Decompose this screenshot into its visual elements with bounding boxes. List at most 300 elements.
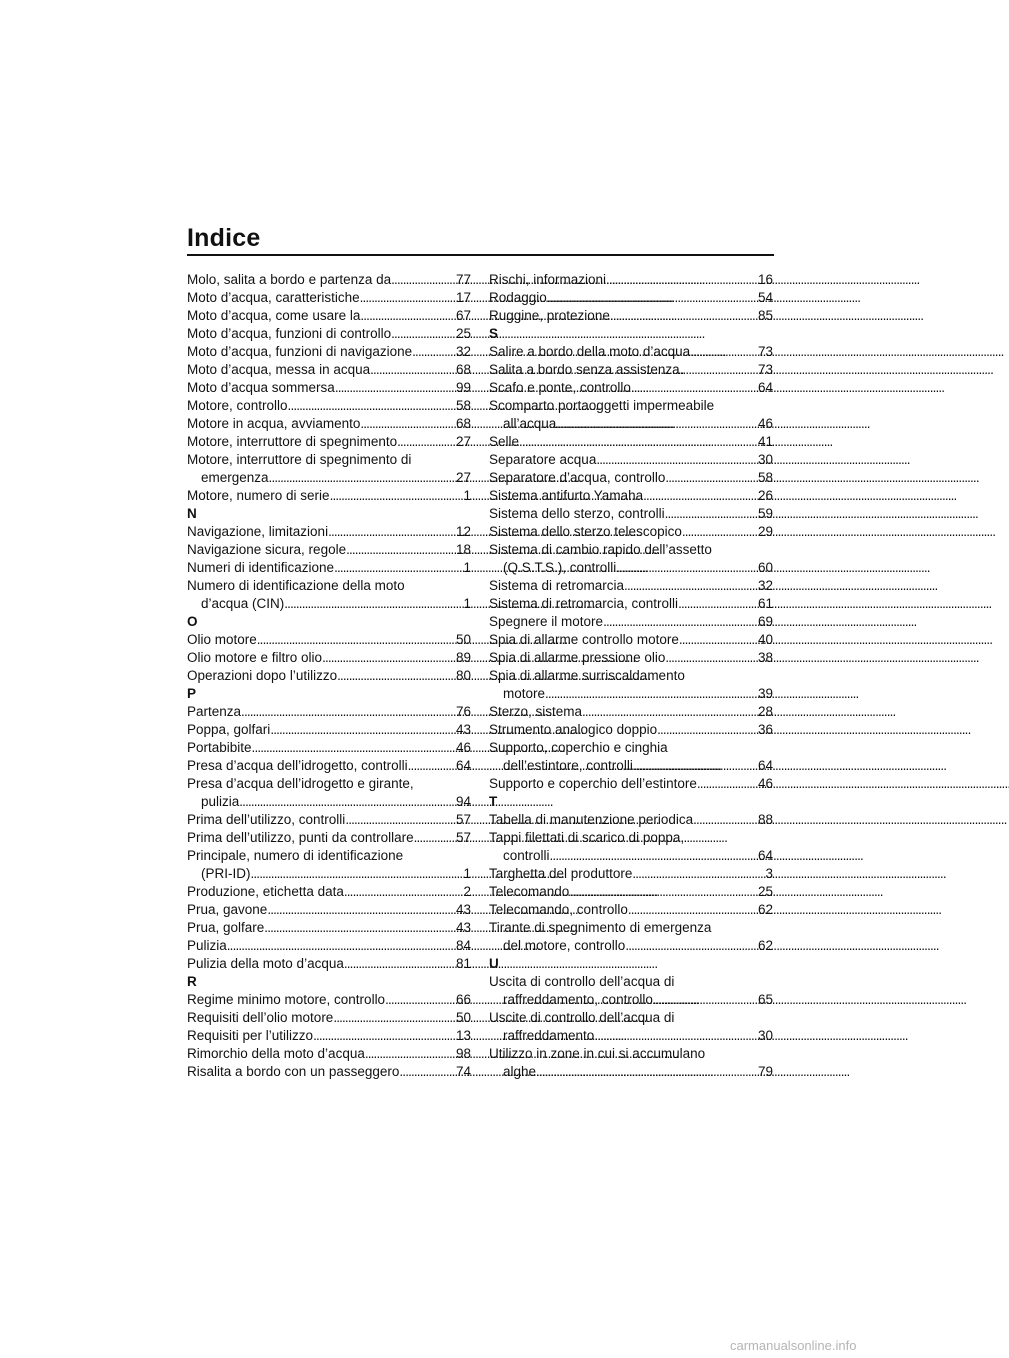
index-entry-page-number: 61 — [757, 596, 773, 611]
index-entry-text: Separatore d’acqua, controllo — [489, 470, 666, 485]
index-entry — [489, 811, 773, 829]
index-entry — [187, 883, 471, 901]
index-entry — [187, 703, 471, 721]
index-entry — [489, 865, 773, 883]
index-entry-leader-dots — [239, 793, 455, 811]
index-entry-text: Ruggine, protezione — [489, 308, 610, 323]
index-entry-text: Presa d’acqua dell’idrogetto e girante, — [187, 776, 414, 791]
index-entry-page-number: 25 — [455, 326, 471, 341]
index-entry-leader-dots — [594, 1027, 757, 1045]
index-entry-page-number: 59 — [757, 506, 773, 521]
index-entry-leader-dots — [391, 271, 455, 289]
index-entry — [489, 505, 773, 523]
index-entry-text: Salita a bordo senza assistenza — [489, 362, 680, 377]
index-entry-page-number: 85 — [757, 308, 773, 323]
index-entry-text: Requisiti per l’utilizzo — [187, 1028, 314, 1043]
index-entry-text: Scafo e ponte, controllo — [489, 380, 631, 395]
index-entry-leader-dots — [665, 505, 757, 523]
index-entry-page-number: 1 — [463, 488, 471, 503]
index-entry — [489, 541, 773, 559]
index-entry-page-number: 79 — [757, 1064, 773, 1079]
index-entry-text: Sistema di retromarcia, controlli — [489, 596, 679, 611]
page-title: Indice — [187, 224, 261, 252]
index-entry-text: Produzione, etichetta data — [187, 884, 344, 899]
index-entry — [187, 1063, 471, 1081]
index-section-letter: N — [187, 506, 197, 521]
index-entry-leader-dots — [269, 469, 455, 487]
index-entry-text: Sistema antifurto Yamaha — [489, 488, 644, 503]
index-entry-leader-dots — [365, 1045, 455, 1063]
index-entry-page-number: 65 — [757, 992, 773, 1007]
index-entry-leader-dots — [270, 721, 455, 739]
index-entry-page-number: 50 — [455, 1010, 471, 1025]
index-entry-leader-dots — [657, 721, 757, 739]
index-entry-page-number: 58 — [455, 398, 471, 413]
index-entry-text: Partenza — [187, 704, 242, 719]
index-entry-leader-dots — [360, 307, 455, 325]
index-entry-page-number: 62 — [757, 902, 773, 917]
index-entry-page-number: 27 — [455, 470, 471, 485]
index-entry — [187, 541, 471, 559]
index-entry-text: Separatore acqua — [489, 452, 597, 467]
index-entry-page-number: 98 — [455, 1046, 471, 1061]
index-entry-leader-dots — [344, 883, 463, 901]
index-entry-page-number: 57 — [455, 812, 471, 827]
index-entry-page-number: 50 — [455, 632, 471, 647]
index-entry-page-number: 29 — [757, 524, 773, 539]
index-entry-text: Prua, gavone — [187, 902, 268, 917]
index-entry — [187, 865, 471, 883]
index-entry-leader-dots — [596, 451, 757, 469]
index-entry-text: Rodaggio — [489, 290, 547, 305]
index-entry-text: Olio motore e filtro olio — [187, 650, 323, 665]
index-entry-page-number: 46 — [757, 416, 773, 431]
index-entry-leader-dots — [257, 631, 455, 649]
index-entry-leader-dots — [550, 847, 757, 865]
index-entry-page-number: 73 — [757, 344, 773, 359]
index-entry-page-number: 32 — [757, 578, 773, 593]
index-entry — [187, 811, 471, 829]
index-entry-leader-dots — [330, 487, 463, 505]
index-entry-text: Tabella di manutenzione periodica — [489, 812, 694, 827]
index-entry — [489, 523, 773, 541]
index-entry-page-number: 2 — [463, 884, 471, 899]
index-entry-text: Scomparto portaoggetti impermeabile — [489, 398, 715, 413]
index-entry — [187, 919, 471, 937]
index-entry-leader-dots — [536, 1063, 757, 1081]
index-entry-text: Uscita di controllo dell’acqua di — [489, 974, 675, 989]
index-entry-leader-dots — [603, 613, 757, 631]
index-entry-leader-dots — [643, 487, 757, 505]
index-entry-text: emergenza — [201, 470, 269, 485]
index-entry — [489, 649, 773, 667]
index-entry — [187, 829, 471, 847]
index-entry-leader-dots — [556, 415, 757, 433]
index-entry-page-number: 39 — [757, 686, 773, 701]
index-entry-page-number: 60 — [757, 560, 773, 575]
index-entry-leader-dots — [690, 343, 757, 361]
index-entry-leader-dots — [334, 559, 462, 577]
index-entry-text: (Q.S.T.S.), controlli — [503, 560, 617, 575]
index-entry-text: Motore, numero di serie — [187, 488, 330, 503]
index-entry — [489, 289, 773, 307]
index-entry-page-number: 80 — [455, 668, 471, 683]
index-entry-page-number: 64 — [757, 848, 773, 863]
index-entry — [187, 523, 471, 541]
index-entry-leader-dots — [412, 343, 455, 361]
index-entry-page-number: 40 — [757, 632, 773, 647]
index-entry — [187, 793, 471, 811]
index-entry-leader-dots — [288, 397, 455, 415]
index-entry-page-number: 43 — [455, 920, 471, 935]
index-entry — [489, 685, 773, 703]
index-entry-text: Supporto e coperchio dell’estintore — [489, 776, 697, 791]
index-entry — [187, 937, 471, 955]
index-entry — [489, 631, 773, 649]
index-entry-text: motore — [503, 686, 546, 701]
index-entry-leader-dots — [360, 415, 455, 433]
index-entry-text: Navigazione, limitazioni — [187, 524, 329, 539]
index-entry-leader-dots — [616, 559, 757, 577]
index-entry — [489, 703, 773, 721]
index-entry-text: dell’estintore, controlli — [503, 758, 633, 773]
footer-watermark: carmanualsonline.info — [730, 1338, 857, 1353]
index-entry-page-number: 69 — [757, 614, 773, 629]
index-entry-text: Regime minimo motore, controllo — [187, 992, 386, 1007]
index-entry-page-number: 81 — [455, 956, 471, 971]
index-entry — [187, 415, 471, 433]
index-entry-leader-dots — [241, 703, 455, 721]
index-entry — [489, 361, 773, 379]
index-entry-text: Motore in acqua, avviamento — [187, 416, 361, 431]
index-entry-leader-dots — [693, 811, 757, 829]
index-entry — [187, 1009, 471, 1027]
index-entry-text: Targhetta del produttore — [489, 866, 633, 881]
index-entry-leader-dots — [628, 901, 757, 919]
index-entry — [489, 577, 773, 595]
index-entry — [489, 829, 773, 847]
index-entry-text: Motore, controllo — [187, 398, 288, 413]
index-entry-page-number: 43 — [455, 722, 471, 737]
index-entry-text: Numeri di identificazione — [187, 560, 335, 575]
index-entry-leader-dots — [653, 991, 757, 1009]
index-entry-text: Rischi, informazioni — [489, 272, 607, 287]
index-entry — [489, 379, 773, 397]
index-entry-page-number: 28 — [757, 704, 773, 719]
index-section-letter: U — [489, 956, 499, 971]
index-entry — [187, 289, 471, 307]
index-entry-text: Moto d’acqua, funzioni di controllo — [187, 326, 392, 341]
index-entry — [187, 901, 471, 919]
index-entry-page-number: 26 — [757, 488, 773, 503]
index-entry-text: Operazioni dopo l’utilizzo — [187, 668, 338, 683]
index-entry — [187, 325, 471, 343]
index-entry — [187, 487, 471, 505]
index-entry-page-number: 67 — [455, 308, 471, 323]
index-entry-text: controlli — [503, 848, 550, 863]
index-entry — [187, 721, 471, 739]
index-entry-page-number: 32 — [455, 344, 471, 359]
index-entry-text: Poppa, golfari — [187, 722, 271, 737]
index-entry-leader-dots — [391, 325, 455, 343]
index-section-letter: S — [489, 326, 499, 341]
index-entry-page-number: 46 — [455, 740, 471, 755]
index-entry-text: Prima dell’utilizzo, controlli — [187, 812, 346, 827]
index-entry-text: Spia di allarme controllo motore — [489, 632, 679, 647]
index-entry-page-number: 17 — [455, 290, 471, 305]
index-entry-leader-dots — [610, 307, 757, 325]
index-entry-leader-dots — [679, 631, 757, 649]
index-entry-page-number: 88 — [757, 812, 773, 827]
index-entry — [187, 559, 471, 577]
index-entry-leader-dots — [397, 433, 455, 451]
index-entry — [187, 739, 471, 757]
index-entry-text: Molo, salita a bordo e partenza da — [187, 272, 392, 287]
index-entry-leader-dots — [328, 523, 455, 541]
index-entry-text: Utilizzo in zone in cui si accumulano — [489, 1046, 706, 1061]
index-entry-page-number: 73 — [757, 362, 773, 377]
index-entry — [489, 307, 773, 325]
index-entry — [187, 847, 471, 865]
index-entry-leader-dots — [335, 379, 455, 397]
index-entry — [489, 415, 773, 433]
index-entry-page-number: 68 — [455, 362, 471, 377]
index-entry-page-number: 89 — [455, 650, 471, 665]
index-entry-leader-dots — [399, 1063, 455, 1081]
index-entry-leader-dots — [631, 379, 757, 397]
index-entry-page-number: 1 — [463, 596, 471, 611]
index-entry-page-number: 74 — [455, 1064, 471, 1079]
index-entry — [489, 1027, 773, 1045]
index-entry-text: Sistema dello sterzo telescopico — [489, 524, 682, 539]
index-entry — [489, 559, 773, 577]
index-entry-leader-dots — [633, 757, 757, 775]
index-entry — [489, 901, 773, 919]
title-divider — [187, 254, 774, 256]
index-entry-text: raffreddamento, controllo — [503, 992, 653, 1007]
index-entry-page-number: 57 — [455, 830, 471, 845]
index-entry-text: Tirante di spegnimento di emergenza — [489, 920, 712, 935]
index-entry-leader-dots — [680, 361, 757, 379]
index-entry-page-number: 12 — [455, 524, 471, 539]
index-entry-text: Risalita a bordo con un passeggero — [187, 1064, 400, 1079]
index-entry-text: Sistema dello sterzo, controlli — [489, 506, 665, 521]
index-entry-leader-dots — [678, 595, 757, 613]
index-entry-page-number: 30 — [757, 1028, 773, 1043]
index-entry-leader-dots — [370, 361, 455, 379]
index-entry-text: Requisiti dell’olio motore — [187, 1010, 334, 1025]
index-entry-text: Numero di identificazione della moto — [187, 578, 405, 593]
index-entry-page-number: 64 — [455, 758, 471, 773]
index-entry — [187, 955, 471, 973]
index-entry-page-number: 62 — [757, 938, 773, 953]
index-entry-text: Moto d’acqua, messa in acqua — [187, 362, 371, 377]
index-entry-text: Moto d’acqua, come usare la — [187, 308, 361, 323]
index-entry — [187, 271, 471, 289]
index-entry — [489, 343, 773, 361]
index-entry-page-number: 76 — [455, 704, 471, 719]
index-entry — [489, 775, 773, 793]
index-entry — [489, 451, 773, 469]
index-entry-leader-dots — [344, 955, 455, 973]
index-entry-text: Spia di allarme surriscaldamento — [489, 668, 685, 683]
index-column-left — [187, 271, 471, 1081]
index-entry-text: Portabibite — [187, 740, 252, 755]
index-entry-page-number: 66 — [455, 992, 471, 1007]
index-entry-text: Motore, interruttore di spegnimento — [187, 434, 398, 449]
index-entry-text: Prima dell’utilizzo, punti da controllare — [187, 830, 414, 845]
index-entry-text: Telecomando — [489, 884, 570, 899]
index-entry-text: (PRI-ID) — [201, 866, 251, 881]
index-section-letter: O — [187, 614, 198, 629]
index-entry — [187, 631, 471, 649]
index-entry — [489, 433, 773, 451]
index-entry-leader-dots — [606, 271, 757, 289]
index-entry-text: Olio motore — [187, 632, 257, 647]
index-entry — [489, 847, 773, 865]
index-entry-text: Uscite di controllo dell’acqua di — [489, 1010, 675, 1025]
index-entry-text: Prua, golfare — [187, 920, 265, 935]
index-section-letter: R — [187, 974, 197, 989]
index-entry — [489, 271, 773, 289]
index-entry — [187, 667, 471, 685]
index-entry-text: Rimorchio della moto d’acqua — [187, 1046, 365, 1061]
index-entry-text: Strumento analogico doppio — [489, 722, 658, 737]
index-entry-text: Supporto, coperchio e cinghia — [489, 740, 668, 755]
index-entry-page-number: 1 — [463, 866, 471, 881]
index-entry — [489, 739, 773, 757]
index-entry-text: Spegnere il motore — [489, 614, 604, 629]
index-entry — [489, 595, 773, 613]
index-entry-text: Pulizia — [187, 938, 227, 953]
index-section-letter: P — [187, 686, 197, 701]
index-entry — [187, 307, 471, 325]
index-entry-leader-dots — [264, 919, 455, 937]
index-entry-text: Sistema di cambio rapido dell’assetto — [489, 542, 712, 557]
index-entry-page-number: 99 — [455, 380, 471, 395]
index-entry — [187, 757, 471, 775]
index-entry — [489, 1009, 773, 1027]
index-entry — [489, 667, 773, 685]
index-entry-leader-dots — [665, 469, 757, 487]
index-entry-text: Salire a bordo della moto d’acqua — [489, 344, 691, 359]
index-entry-leader-dots — [545, 685, 757, 703]
index-entry-leader-dots — [227, 937, 455, 955]
index-entry — [187, 595, 471, 613]
index-entry-page-number: 38 — [757, 650, 773, 665]
index-entry-page-number: 3 — [765, 866, 773, 881]
index-entry-leader-dots — [252, 739, 455, 757]
index-entry-text: Moto d’acqua, funzioni di navigazione — [187, 344, 413, 359]
index-entry — [489, 1063, 773, 1081]
index-entry-text: del motore, controllo — [503, 938, 626, 953]
index-entry — [187, 361, 471, 379]
index-entry — [187, 991, 471, 1009]
index-entry — [489, 757, 773, 775]
index-entry — [489, 1045, 773, 1063]
index-entry-leader-dots — [625, 937, 757, 955]
index-entry-leader-dots — [251, 865, 463, 883]
index-entry-text: Sistema di retromarcia — [489, 578, 625, 593]
index-entry-leader-dots — [385, 991, 455, 1009]
index-entry-page-number: 46 — [757, 776, 773, 791]
index-entry-page-number: 25 — [757, 884, 773, 899]
index-entry-text: Moto d’acqua, caratteristiche — [187, 290, 360, 305]
index-entry-leader-dots — [337, 667, 455, 685]
index-entry-leader-dots — [345, 811, 455, 829]
index-entry-leader-dots — [632, 865, 764, 883]
index-entry — [489, 973, 773, 991]
index-entry — [187, 775, 471, 793]
index-entry-text: Tappi filettati di scarico di poppa, — [489, 830, 685, 845]
index-entry-text: pulizia — [201, 794, 240, 809]
index-section-letter: T — [489, 794, 498, 809]
index-entry-leader-dots — [333, 1009, 455, 1027]
index-entry — [489, 469, 773, 487]
index-entry-text: all’acqua — [503, 416, 557, 431]
index-entry-page-number: 36 — [757, 722, 773, 737]
index-entry-page-number: 30 — [757, 452, 773, 467]
index-entry-page-number: 18 — [455, 542, 471, 557]
index-entry — [489, 937, 773, 955]
index-entry — [187, 1045, 471, 1063]
index-entry-text: Selle — [489, 434, 520, 449]
index-entry-leader-dots — [267, 901, 455, 919]
index-entry-text: Motore, interruttore di spegnimento di — [187, 452, 412, 467]
index-entry-text: Pulizia della moto d’acqua — [187, 956, 344, 971]
index-entry-page-number: 41 — [757, 434, 773, 449]
index-entry-page-number: 13 — [455, 1028, 471, 1043]
index-entry-leader-dots — [569, 883, 757, 901]
index-entry — [489, 991, 773, 1009]
index-entry-page-number: 77 — [455, 272, 471, 287]
index-entry-page-number: 58 — [757, 470, 773, 485]
index-entry-leader-dots — [697, 775, 757, 793]
index-entry-leader-dots — [665, 649, 757, 667]
index-entry-page-number: 68 — [455, 416, 471, 431]
index-entry — [489, 883, 773, 901]
index-entry-page-number: 27 — [455, 434, 471, 449]
index-entry-page-number: 54 — [757, 290, 773, 305]
index-entry-leader-dots — [547, 289, 757, 307]
index-entry-text: Principale, numero di identificazione — [187, 848, 404, 863]
index-entry-leader-dots — [582, 703, 757, 721]
index-entry-text: Telecomando, controllo — [489, 902, 628, 917]
index-column-right — [489, 271, 773, 1081]
index-entry — [187, 343, 471, 361]
index-entry — [489, 397, 773, 415]
index-entry-leader-dots — [414, 829, 455, 847]
index-entry-leader-dots — [360, 289, 455, 307]
index-entry-page-number: 16 — [757, 272, 773, 287]
index-entry-page-number: 84 — [455, 938, 471, 953]
index-entry-text: Navigazione sicura, regole — [187, 542, 347, 557]
index-entry-leader-dots — [346, 541, 455, 559]
index-entry — [187, 433, 471, 451]
index-entry — [187, 1027, 471, 1045]
index-entry — [489, 721, 773, 739]
index-entry — [489, 487, 773, 505]
index-entry — [489, 613, 773, 631]
index-entry-text: Spia di allarme pressione olio — [489, 650, 666, 665]
index-entry-page-number: 64 — [757, 758, 773, 773]
index-entry-text: alghe — [503, 1064, 537, 1079]
index-entry-text: raffreddamento — [503, 1028, 595, 1043]
index-entry — [187, 379, 471, 397]
index-entry-leader-dots — [322, 649, 455, 667]
index-entry-text: d’acqua (CIN) — [201, 596, 285, 611]
index-entry — [187, 469, 471, 487]
